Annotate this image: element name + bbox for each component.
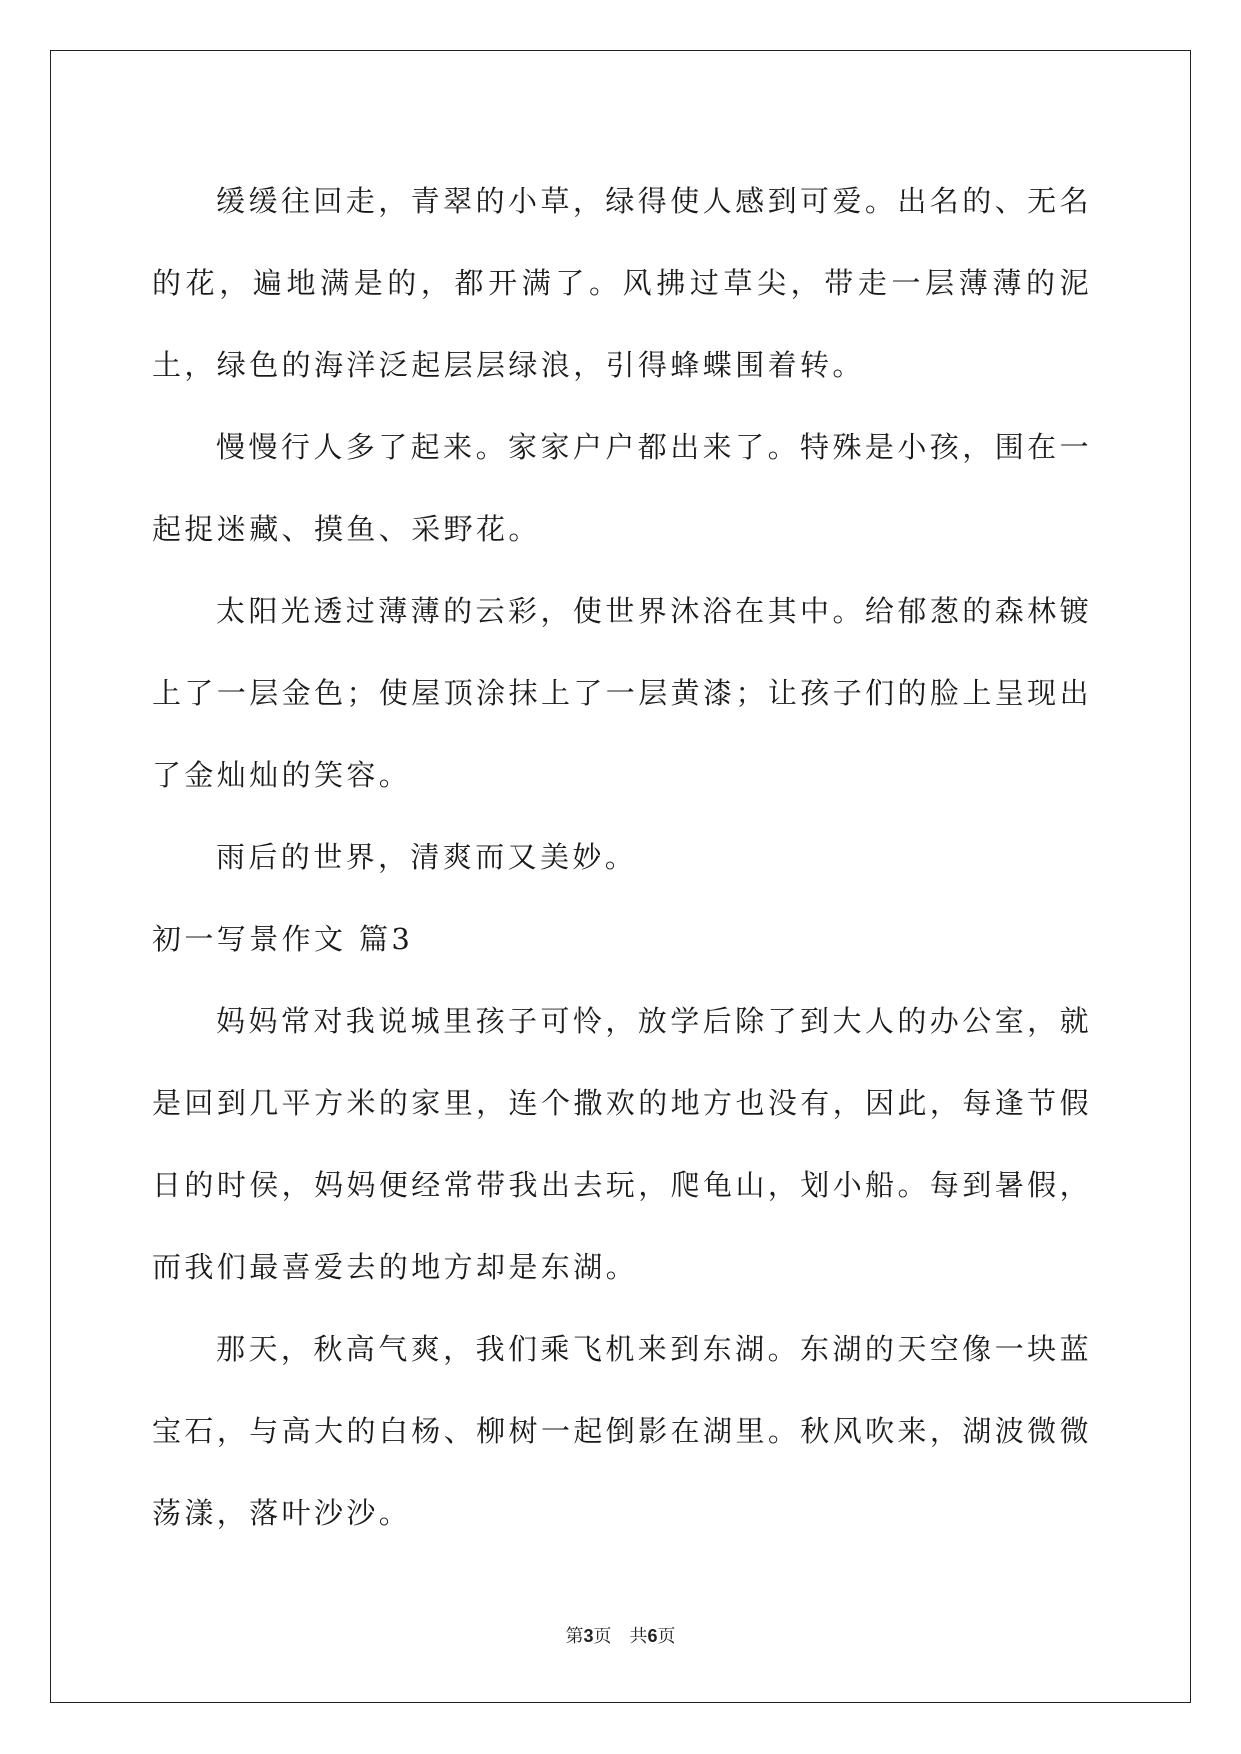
page-suffix: 页 [593, 1626, 612, 1647]
page-footer [0, 1622, 1241, 1648]
paragraph: 缓缓往回走，青翠的小草，绿得使人感到可爱。出名的、无名的花，遍地满是的，都开满了。风拂过草尖，带走一层薄薄的泥土，绿色的海洋泛起层层绿浪，引得蜂蝶围着转。 [152, 184, 1092, 382]
total-prefix: 共 [629, 1626, 648, 1647]
page-prefix: 第 [565, 1626, 584, 1647]
paragraph: 妈妈常对我说城里孩子可怜，放学后除了到大人的办公室，就是回到几平方米的家里，连个撒欢的地方也没有，因此，每逢节假日的时侯，妈妈便经常带我出去玩，爬龟山，划小船。每到暑假，而我们最喜爱去的地方却是东湖。 [152, 1004, 1092, 1284]
total-pages-number: 6 [647, 1626, 658, 1646]
paragraph: 那天，秋高气爽，我们乘飞机来到东湖。东湖的天空像一块蓝宝石，与高大的白杨、柳树一起倒影在湖里。秋风吹来，湖波微微荡漾，落叶沙沙。 [152, 1332, 1092, 1530]
total-suffix: 页 [657, 1626, 676, 1647]
document-body [152, 160, 1092, 1554]
paragraph: 太阳光透过薄薄的云彩，使世界沐浴在其中。给郁葱的森林镀上了一层金色；使屋顶涂抹上了一层黄漆；让孩子们的脸上呈现出了金灿灿的笑容。 [152, 594, 1092, 792]
paragraph: 雨后的世界，清爽而又美妙。 [216, 840, 638, 874]
section-heading: 初一写景作文 篇3 [152, 922, 414, 956]
paragraph: 慢慢行人多了起来。家家户户都出来了。特殊是小孩，围在一起捉迷藏、摸鱼、采野花。 [152, 430, 1092, 546]
current-page-number: 3 [583, 1626, 594, 1646]
